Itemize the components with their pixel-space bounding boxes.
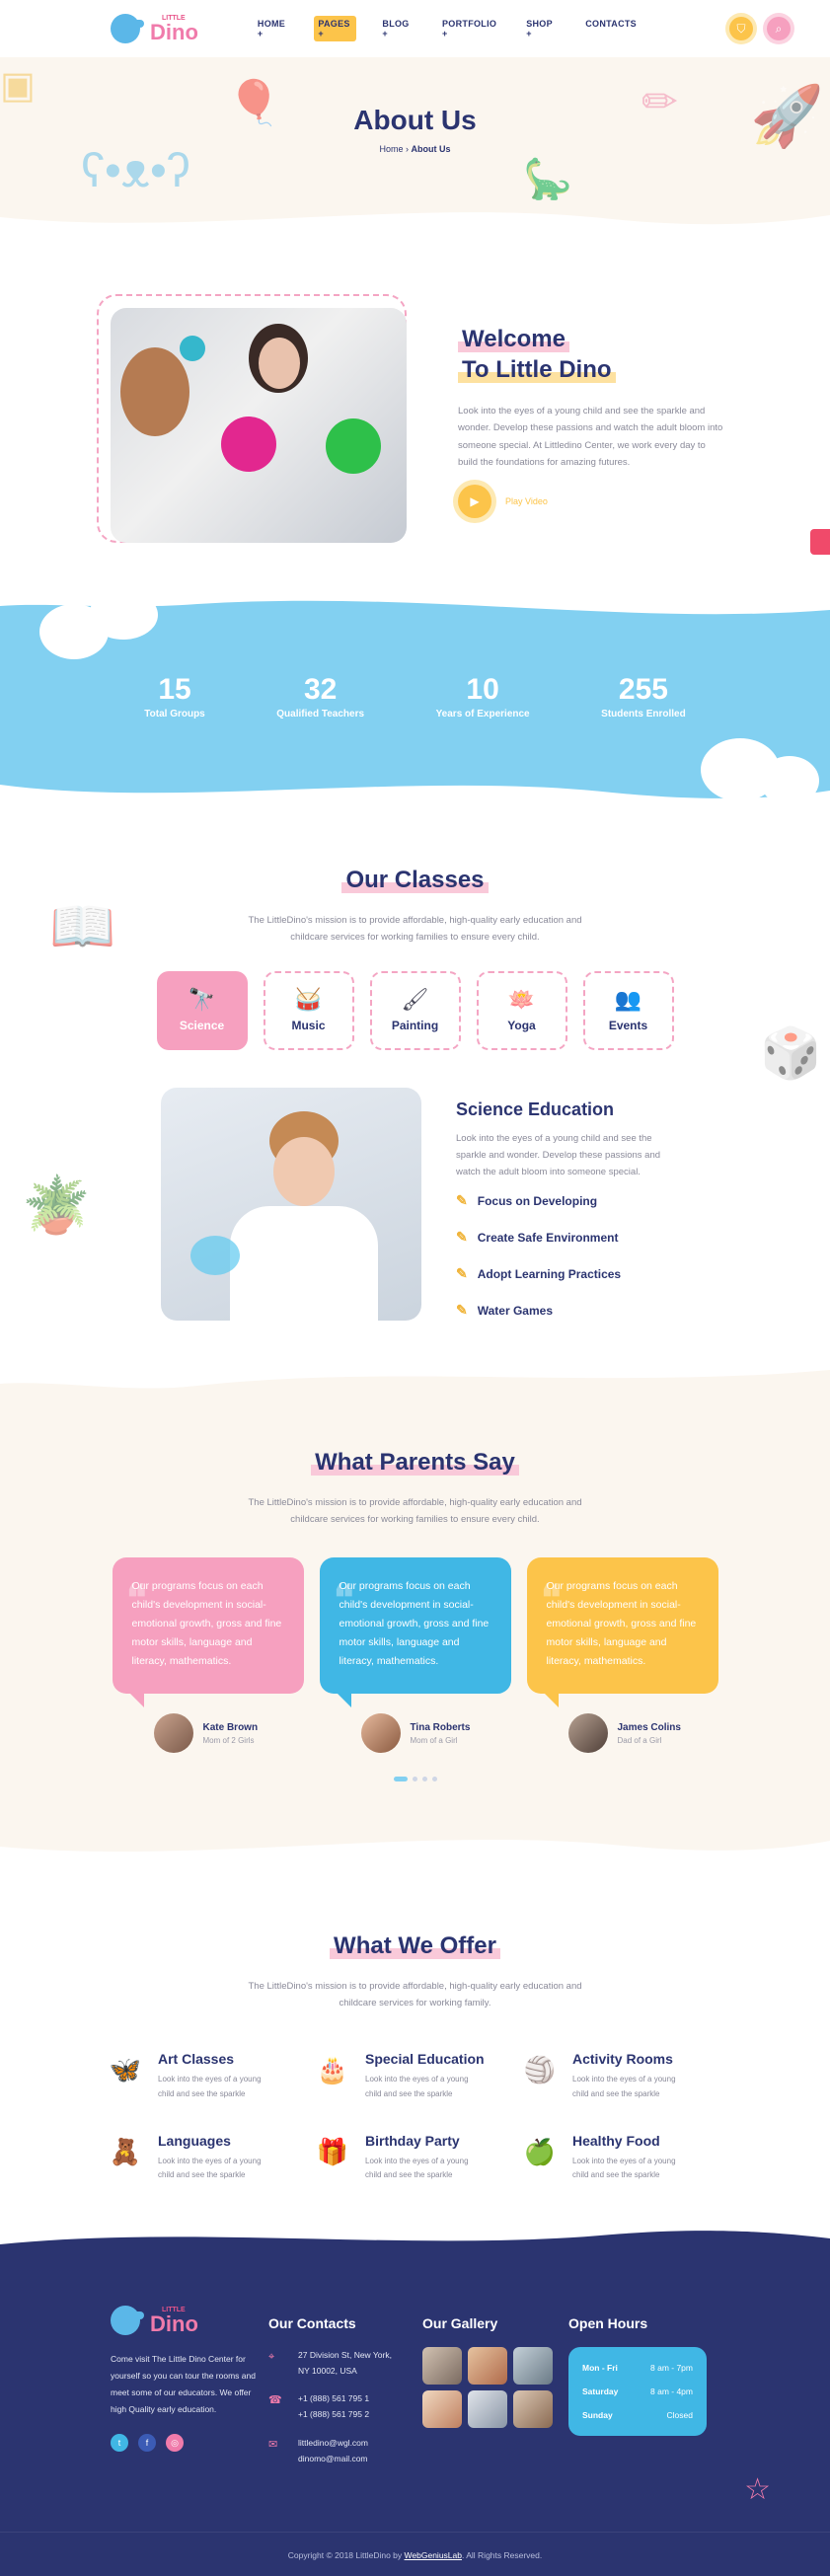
classes-section [0,807,830,1360]
email-1[interactable]: littledino@wgl.com [298,2437,368,2448]
telescope-icon: 🔭 [188,987,216,1013]
gallery-image[interactable] [422,2390,462,2428]
testimonial-text: Our programs focus on each child's development in social-emotional growth, gross and fine motor skills, language and literacy, mathematics. [131,1580,282,1667]
teddy-bear-icon: 🧸 [109,2136,142,2166]
dribbble-icon[interactable]: ◎ [166,2434,184,2452]
nav-blog[interactable]: BLOG + [382,19,410,38]
rocket-doodle-icon: 🚀 [750,83,824,149]
stat-label: Students Enrolled [601,709,686,720]
list-item: ✎ Adopt Learning Practices [456,1265,622,1282]
stack-toy-icon: 🎂 [316,2055,349,2085]
dino-doodle-icon: 🦕 [523,158,572,201]
banner-wave [0,197,830,235]
nav-shop[interactable]: SHOP + [526,19,553,38]
gallery-image[interactable] [468,2390,507,2428]
people-icon: 👥 [614,987,642,1013]
ball-icon: 🏐 [523,2055,557,2085]
list-item: ✎ Focus on Developing [456,1192,598,1209]
gallery-image[interactable] [468,2347,507,2385]
carousel-dots [0,1777,830,1781]
stat-label: Years of Experience [435,709,530,720]
hours-row: Saturday 8 am - 4pm [582,2387,693,2396]
drum-icon: 🥁 [294,987,323,1013]
contacts-heading: Our Contacts [268,2315,356,2331]
stat-item [144,673,204,720]
social-links [111,2434,259,2452]
stats-section [0,590,830,807]
offer-item: 🍏 Healthy Food Look into the eyes of a young child and see the sparkle [521,2133,728,2183]
welcome-section [0,235,830,590]
hours-heading: Open Hours [568,2315,648,2331]
stat-item [276,673,364,720]
location-icon: ⌖ [268,2351,275,2363]
tab-events[interactable]: 👥 Events [583,971,674,1050]
main-nav [254,16,641,41]
logo-big-text: Dino [150,19,198,44]
search-icon[interactable]: ⌕ [767,17,791,40]
nav-contacts[interactable]: CONTACTS [585,19,637,29]
twitter-icon[interactable]: t [111,2434,128,2452]
avatar [154,1713,193,1753]
testimonial-card [113,1557,304,1753]
footer-logo[interactable]: LITTLE Dino [111,2306,259,2335]
sad-face-icon [221,417,276,472]
testimonials-subtitle: The LittleDino's mission is to provide affordable, high-quality early education and childcare services for working families to ensure every child. [248,1497,582,1526]
facebook-icon[interactable]: f [138,2434,156,2452]
stat-number: 15 [158,673,191,706]
book-doodle-icon: 📖 [49,897,116,956]
flower-pot-doodle-icon: 🪴 [22,1174,91,1236]
stat-label: Total Groups [144,709,205,720]
author-name: Kate Brown [202,1721,259,1733]
stat-item [436,673,530,720]
logo-small-text: LITTLE [162,14,186,22]
offer-item: 🎂 Special Education Look into the eyes of a young child and see the sparkle [314,2051,521,2101]
stat-item [601,673,686,720]
side-widget-tab[interactable] [810,529,830,555]
testimonial-text: Our programs focus on each child's development in social-emotional growth, gross and fine motor skills, language and literacy, mathematics. [546,1580,697,1667]
stat-number: 32 [303,673,338,706]
breadcrumb-current: About Us [411,144,451,154]
address-text: 27 Division St, New York, NY 10002, USA [298,2350,392,2377]
offer-subtitle: The LittleDino's mission is to provide affordable, high-quality early education and childcare services for working family. [248,1981,582,2009]
play-video-button[interactable] [458,485,724,518]
footer-gallery [422,2347,553,2428]
blocks-doodle-icon: ▣ [0,65,36,107]
testimonial-card [320,1557,511,1753]
toy-blocks-doodle-icon: 🎲 [760,1025,822,1081]
gallery-heading: Our Gallery [422,2315,498,2331]
pencil-icon: ✎ [456,1265,468,1282]
site-footer [0,2250,830,2576]
nav-home[interactable]: HOME + [257,19,286,38]
hours-row: Mon - Fri 8 am - 7pm [582,2363,693,2373]
brush-icon: 🖌 [401,987,429,1013]
mail-icon: ✉ [268,2438,278,2451]
pencil-icon: ✎ [456,1229,468,1246]
phone-icon: ☎ [268,2394,282,2407]
nav-pages[interactable]: PAGES + [314,16,356,41]
gallery-image[interactable] [513,2347,553,2385]
breadcrumb-separator: › [406,144,409,154]
class-tabs [0,971,830,1050]
dino-logo-icon [111,2306,140,2335]
class-detail-text: Look into the eyes of a young child and see the sparkle and wonder. Develop these passions and watch the adult bloom into someone special. [456,1133,661,1178]
happy-face-icon [326,418,381,474]
phone-2[interactable]: +1 (888) 561 795 2 [298,2409,370,2420]
author-name: James Colins [617,1721,681,1733]
food-icon: 🍏 [523,2136,557,2166]
offer-item: 🏐 Activity Rooms Look into the eyes of a young child and see the sparkle [521,2051,728,2101]
page-banner [0,57,830,235]
tab-painting[interactable]: 🖌 Painting [370,971,461,1050]
testimonial-card [527,1557,718,1753]
science-photo [161,1088,421,1321]
cake-icon: 🎁 [316,2136,349,2166]
dino-logo-icon [111,14,140,43]
author-role: Dad of a Girl [617,1735,662,1745]
flask-icon [190,1236,240,1275]
carousel-dot[interactable] [422,1777,427,1781]
gallery-image[interactable] [513,2390,553,2428]
footer-about-text: Come visit The Little Dino Center for yourself so you can tour the rooms and meet some of our educators. We offer high Quality early education. [111,2354,256,2414]
author-name: Tina Roberts [410,1721,471,1733]
gallery-image[interactable] [422,2347,462,2385]
welcome-photo [111,308,407,543]
list-item: ✎ Water Games [456,1302,553,1319]
email-2[interactable]: dinomo@mail.com [298,2453,368,2463]
class-feature-list [456,1192,673,1319]
tab-music[interactable]: 🥁 Music [264,971,354,1050]
phone-1[interactable]: +1 (888) 561 795 1 [298,2393,370,2404]
breadcrumb-home[interactable]: Home [379,144,404,154]
site-header [0,0,830,57]
cart-icon[interactable]: ⛉ [729,17,753,40]
copyright: Copyright © 2018 LittleDino by WebGeniusLab. All Rights Reserved. [0,2532,830,2560]
offer-grid [107,2051,830,2183]
stat-number: 10 [466,673,499,706]
page-title: About Us [353,105,477,135]
stat-number: 255 [618,673,668,706]
butterfly-icon: 🦋 [109,2055,142,2085]
nav-portfolio[interactable]: PORTFOLIO + [442,19,497,38]
welcome-title-line1: Welcome [458,326,569,352]
star-doodle-icon: ☆ [744,2473,771,2506]
offer-item: 🦋 Art Classes Look into the eyes of a young child and see the sparkle [107,2051,314,2101]
offer-section [0,1863,830,2250]
logo[interactable] [111,14,198,43]
testimonial-text: Our programs focus on each child's development in social-emotional growth, gross and fine motor skills, language and literacy, mathematics. [339,1580,490,1667]
author-role: Mom of 2 Girls [202,1735,255,1745]
offer-item: 🧸 Languages Look into the eyes of a young child and see the sparkle [107,2133,314,2183]
tab-yoga[interactable]: 🪷 Yoga [477,971,567,1050]
teddy-doodle-icon: ʕ•ᴥ•ʔ [81,145,190,197]
classes-subtitle: The LittleDino's mission is to provide affordable, high-quality early education and childcare services for working families to ensure every child. [248,915,582,944]
avatar [568,1713,608,1753]
lotus-icon: 🪷 [507,987,536,1013]
play-video-label: Play Video [505,495,548,506]
author-link[interactable]: WebGeniusLab [404,2550,462,2560]
welcome-title-line2: To Little Dino [458,356,616,383]
carousel-dot[interactable] [394,1777,408,1781]
play-icon: ▶ [458,485,491,518]
testimonials-section [0,1360,830,1863]
offer-item: 🎁 Birthday Party Look into the eyes of a young child and see the sparkle [314,2133,521,2183]
stat-label: Qualified Teachers [276,709,365,720]
quote-icon: ❝ [333,1576,355,1623]
author-role: Mom of a Girl [410,1735,458,1745]
quote-icon: ❝ [125,1576,148,1623]
welcome-text: Look into the eyes of a young child and see the sparkle and wonder. Develop these passions and watch the adult bloom into someone special. At Littledino Center, we work every day to build the foundations for amazing futures. [458,406,723,468]
carousel-dot[interactable] [413,1777,417,1781]
avatar [361,1713,401,1753]
pencil-icon: ✎ [456,1302,468,1319]
balloons-doodle-icon: 🎈 [227,79,281,127]
pencil-icon: ✎ [456,1192,468,1209]
offer-title: What We Offer [330,1932,500,1959]
list-item: ✎ Create Safe Environment [456,1229,619,1246]
hours-row: Sunday Closed [582,2410,693,2420]
tab-science[interactable]: 🔭 Science [157,971,248,1050]
testimonial-cards [0,1557,830,1753]
testimonials-title: What Parents Say [311,1449,519,1476]
carousel-dot[interactable] [432,1777,437,1781]
quote-icon: ❝ [540,1576,563,1623]
pencil-doodle-icon: ✏ [641,78,678,126]
hours-box [568,2347,707,2436]
classes-title: Our Classes [341,867,488,893]
class-detail-title: Science Education [456,1099,615,1120]
